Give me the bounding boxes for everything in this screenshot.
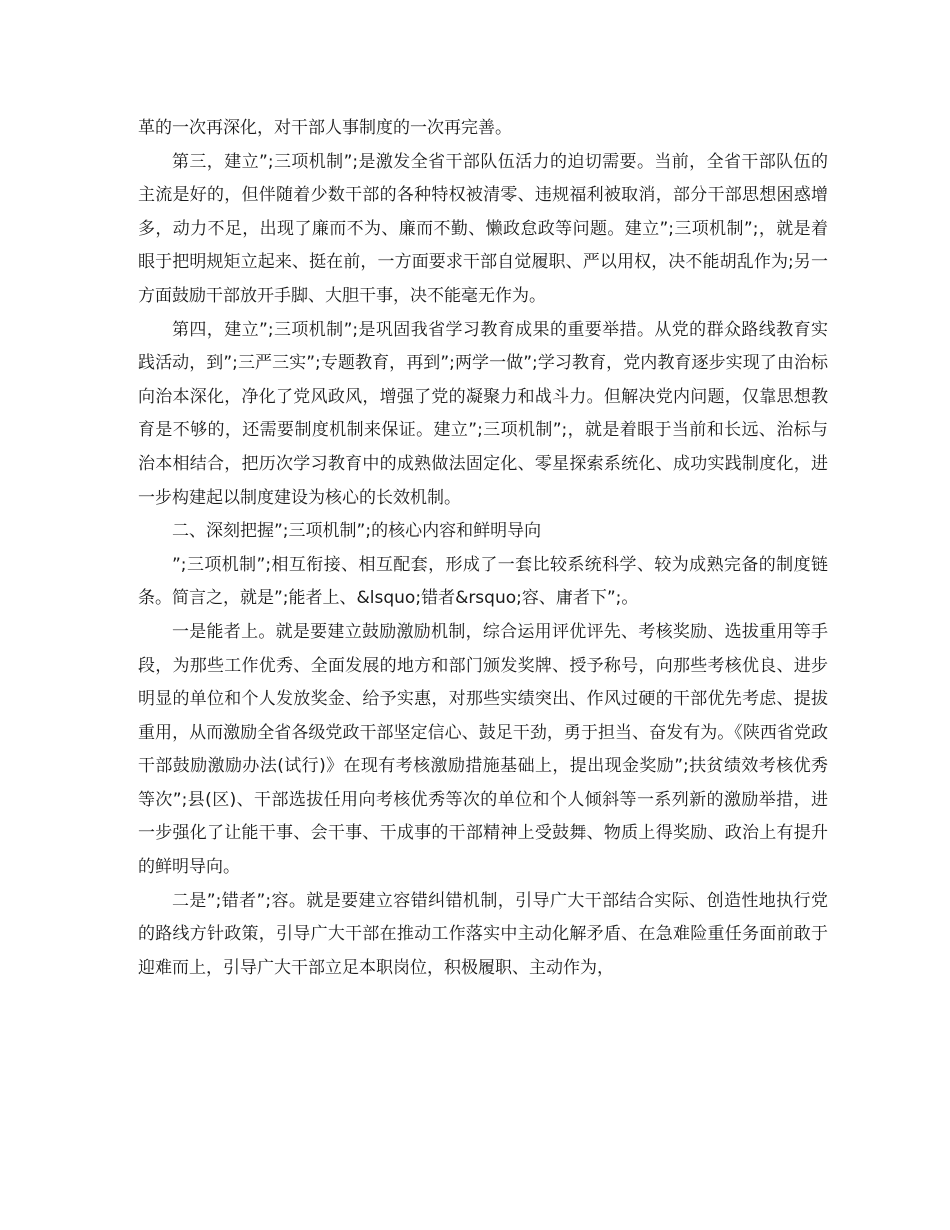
section-heading-two: 二、深刻把握”;三项机制”;的核心内容和鲜明导向 (172, 521, 542, 542)
paragraph-continuation: 革的一次再深化，对干部人事制度的一次再完善。 (138, 118, 512, 138)
paragraph-able-promoted: 一是能者上。就是要建立鼓励激励机制，综合运用评优评先、考核奖励、选拔重用等手段，为那些工作优秀、全面发展的地方和部门颁发奖牌、授予称号，向那些考核优良、进步明显的单位和个人发放奖金、给予实惠，对那些实绩突出、作风过硬的干部优先考虑、提拔重用，从而激励全省各级党政干部坚定信心、鼓足干劲，勇于担当、奋发有为。《陕西省党政干部鼓励激励办法(试行)》在现有考核激励措施基础上，提出现金奖励”;扶贫绩效考核优秀等次”;县(区)、干部选拔任用向考核优秀等次的单位和个人倾斜等一系列新的激励举措，进一步强化了让能干事、会干事、干成事的干部精神上受鼓舞、物质上得奖励、政治上有提升的鲜明导向。 (138, 621, 828, 878)
paragraph-third-point: 第三，建立”;三项机制”;是激发全省干部队伍活力的迫切需要。当前，全省干部队伍的主流是好的，但伴随着少数干部的各种特权被清零、违规福利被取消，部分干部思想困惑增多，动力不足，出现了廉而不为、廉而不勤、懒政怠政等问题。建立”;三项机制”;，就是着眼于把明规矩立起来、挺在前，一方面要求干部自觉履职、严以用权，决不能胡乱作为;另一方面鼓励干部放开手脚、大胆干事，决不能毫无作为。 (138, 151, 828, 306)
document-body (138, 112, 828, 985)
paragraph-mechanism-summary: ”;三项机制”;相互衔接、相互配套，形成了一套比较系统科学、较为成熟完备的制度链条。简言之，就是”;能者上、&lsquo;错者&rsquo;容、庸者下”;。 (138, 554, 828, 609)
paragraph-fourth-point: 第四，建立”;三项机制”;是巩固我省学习教育成果的重要举措。从党的群众路线教育实践活动，到”;三严三实”;专题教育，再到”;两学一做”;学习教育，党内教育逐步实现了由治标向治本深化，净化了党风政风，增强了党的凝聚力和战斗力。但解决党内问题，仅靠思想教育是不够的，还需要制度机制来保证。建立”;三项机制”;，就是着眼于当前和长远、治标与治本相结合，把历次学习教育中的成熟做法固定化、零星探索系统化、成功实践制度化，进一步构建起以制度建设为核心的长效机制。 (138, 319, 828, 508)
paragraph-errors-tolerated: 二是”;错者”;容。就是要建立容错纠错机制，引导广大干部结合实际、创造性地执行党的路线方针政策，引导广大干部在推动工作落实中主动化解矛盾、在急难险重任务面前敢于迎难而上，引导广大干部立足本职岗位，积极履职、主动作为， (138, 890, 828, 978)
